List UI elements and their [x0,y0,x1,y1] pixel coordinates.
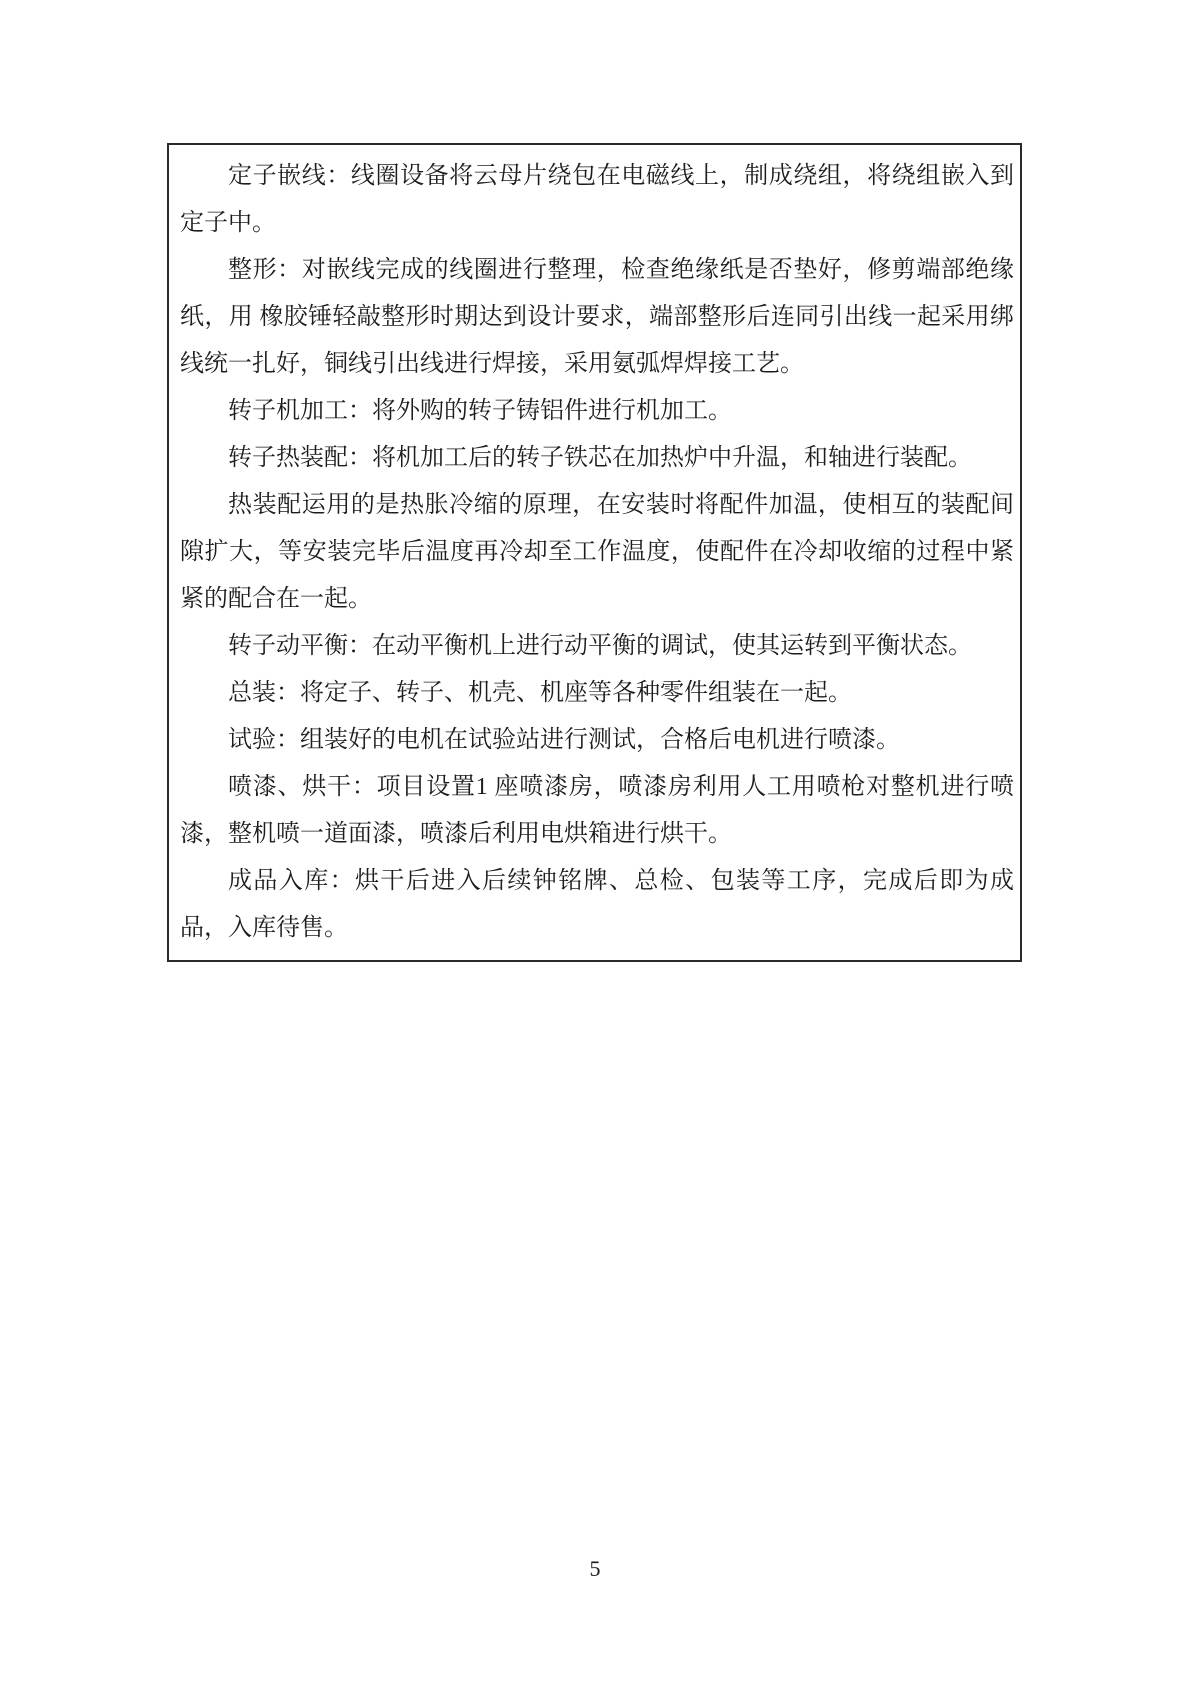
paragraph-final-assembly: 总装：将定子、转子、机壳、机座等各种零件组装在一起。 [228,680,852,706]
paragraph-hot-assembly-principle: 热装配运用的是热胀冷缩的原理，在安装时将配件加温，使相互的装配间隙扩大，等安装完毕后温度再冷却至工作温度，使配件在冷却收缩的过程中紧紧的配合在一起。 [180,492,1014,612]
paragraph-testing: 试验：组装好的电机在试验站进行测试，合格后电机进行喷漆。 [228,727,900,753]
paragraph-rotor-machining: 转子机加工：将外购的转子铸铝件进行机加工。 [228,398,732,424]
paragraph-shaping: 整形：对嵌线完成的线圈进行整理，检查绝缘纸是否垫好，修剪端部绝缘纸，用 橡胶锤轻敲整形时期达到设计要求，端部整形后连同引出线一起采用绑线统一扎好，铜线引出线进行焊接，采用氨弧焊焊接工艺。 [180,257,1014,377]
paragraph-painting-drying: 喷漆、烘干：项目设置1 座喷漆房，喷漆房利用人工用喷枪对整机进行喷漆，整机喷一道面漆，喷漆后利用电烘箱进行烘干。 [180,774,1014,847]
paragraph-rotor-dynamic-balancing: 转子动平衡：在动平衡机上进行动平衡的调试，使其运转到平衡状态。 [228,633,972,659]
paragraph-stator-winding: 定子嵌线：线圈设备将云母片绕包在电磁线上，制成绕组，将绕组嵌入到定子中。 [180,163,1014,236]
page-number: 5 [589,1556,601,1581]
content-border-box [167,143,1022,962]
paragraph-rotor-hot-assembly: 转子热装配：将机加工后的转子铁芯在加热炉中升温，和轴进行装配。 [228,445,972,471]
paragraph-finished-goods-storage: 成品入库：烘干后进入后续钟铭牌、总检、包装等工序，完成后即为成品，入库待售。 [180,868,1014,941]
